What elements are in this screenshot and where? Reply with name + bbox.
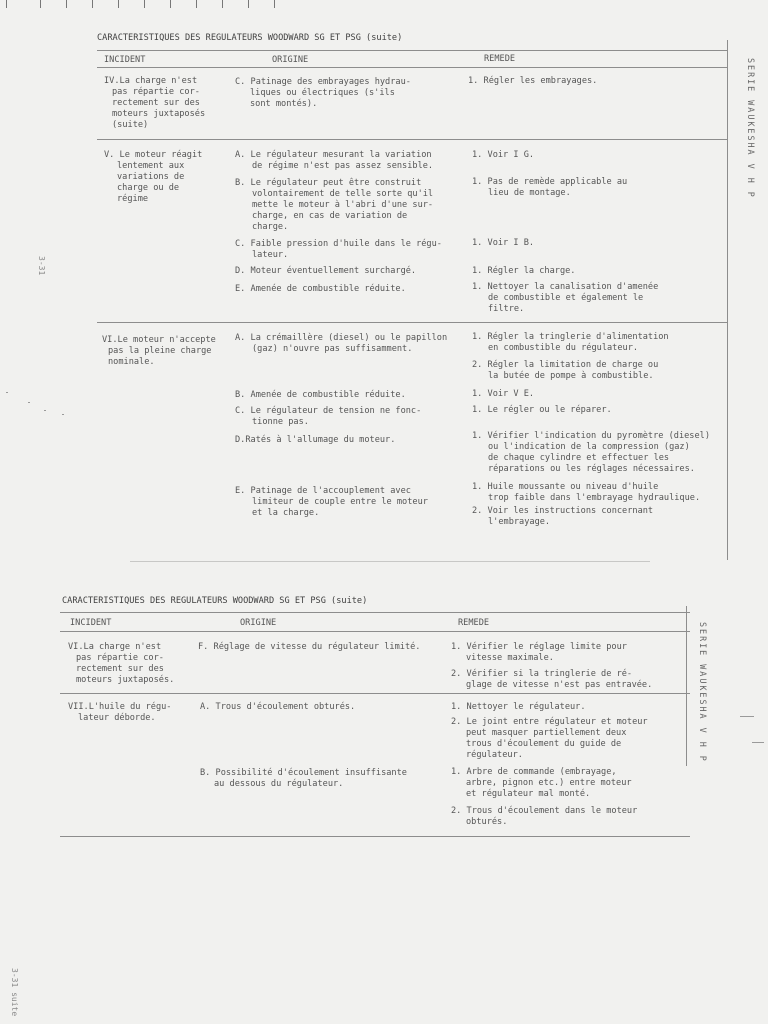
row-incident: VI.Le moteur n'accepte	[102, 335, 216, 345]
top-header-origine: ORIGINE	[272, 55, 309, 65]
bottom-right-border	[686, 606, 687, 766]
row-remede: obturés.	[466, 817, 508, 827]
row-remede: trous d'écoulement du guide de	[466, 739, 622, 749]
row-remede: 1. Nettoyer la canalisation d'amenée	[472, 282, 659, 292]
row-origine: limiteur de couple entre le moteur	[252, 497, 428, 507]
row-origine: E. Amenée de combustible réduite.	[235, 284, 406, 294]
row-remede: 1. Régler les embrayages.	[468, 76, 598, 86]
row-incident: charge ou de	[117, 183, 180, 193]
top-title: CARACTERISTIQUES DES REGULATEURS WOODWARD SG ET PSG (suite)	[97, 33, 403, 43]
top-header-rule-1	[97, 50, 727, 51]
bottom-header-rule-2	[60, 631, 690, 632]
scan-speck	[62, 414, 64, 415]
bottom-header-incident: INCIDENT	[70, 618, 112, 628]
row-remede: filtre.	[488, 304, 525, 314]
row-origine: D.Ratés à l'allumage du moteur.	[235, 435, 396, 445]
row-incident: moteurs juxtaposés	[112, 109, 206, 119]
scan-tick	[6, 0, 7, 8]
row-origine: F. Réglage de vitesse du régulateur limité.	[198, 642, 421, 652]
top-page-number: 3-31	[37, 256, 46, 276]
row-origine: charge.	[252, 222, 289, 232]
row-origine: C. Patinage des embrayages hydrau-	[235, 77, 411, 87]
row-remede: 1. Voir I B.	[472, 238, 535, 248]
row-origine: de régime n'est pas assez sensible.	[252, 161, 434, 171]
scan-tick	[248, 0, 249, 8]
row-remede: peut masquer partiellement deux	[466, 728, 627, 738]
bottom-page-number: 3-31 suite	[10, 968, 19, 1017]
top-header-remede: REMEDE	[484, 54, 516, 64]
row-remede: 2. Trous d'écoulement dans le moteur	[451, 806, 638, 816]
bottom-header-origine: ORIGINE	[240, 618, 277, 628]
row-remede: 1. Nettoyer le régulateur.	[451, 702, 586, 712]
top-right-border	[727, 40, 728, 560]
top-header-rule-2	[97, 67, 727, 68]
row-remede: en combustible du régulateur.	[488, 343, 639, 353]
row-incident: lateur déborde.	[78, 713, 156, 723]
scan-tick	[196, 0, 197, 8]
row-origine: A. La crémaillère (diesel) ou le papillon	[235, 333, 448, 343]
row-remede: la butée de pompe à combustible.	[488, 371, 654, 381]
row-origine: et la charge.	[252, 508, 320, 518]
row-remede: 1. Voir V E.	[472, 389, 535, 399]
row-remede: 1. Arbre de commande (embrayage,	[451, 767, 617, 777]
row-incident: V. Le moteur réagit	[104, 150, 203, 160]
row-remede: réparations ou les réglages nécessaires.	[488, 464, 695, 474]
row-origine: C. Le régulateur de tension ne fonc-	[235, 406, 422, 416]
row-remede: et régulateur mal monté.	[466, 789, 591, 799]
row-remede: arbre, pignon etc.) entre moteur	[466, 778, 632, 788]
row-remede: ou l'indication de la compression (gaz)	[488, 442, 690, 452]
scan-tick	[222, 0, 223, 8]
scan-tick	[118, 0, 119, 8]
row-remede: 1. Le régler ou le réparer.	[472, 405, 612, 415]
scan-speck	[6, 392, 8, 393]
row-origine: mette le moteur à l'abri d'une sur-	[252, 200, 434, 210]
row-remede: 1. Vérifier l'indication du pyromètre (diesel)	[472, 431, 710, 441]
row-incident: rectement sur des	[112, 98, 200, 108]
row-incident: IV.La charge n'est	[104, 76, 198, 86]
row-incident: VII.L'huile du régu-	[68, 702, 172, 712]
row-incident: pas répartie cor-	[76, 653, 164, 663]
scan-tick	[144, 0, 145, 8]
page-fold-rule	[130, 561, 650, 562]
row-remede: 1. Pas de remède applicable au	[472, 177, 628, 187]
row-origine: sont montés).	[250, 99, 318, 109]
bottom-header-rule-1	[60, 612, 690, 613]
row-remede: de combustible et également le	[488, 293, 644, 303]
row-incident: variations de	[117, 172, 185, 182]
row-incident: régime	[117, 194, 149, 204]
row-origine: liques ou électriques (s'ils	[250, 88, 395, 98]
scan-tick	[66, 0, 67, 8]
row-remede: 1. Régler la tringlerie d'alimentation	[472, 332, 669, 342]
row-remede: vitesse maximale.	[466, 653, 554, 663]
scan-speck	[28, 402, 30, 403]
row-origine: B. Possibilité d'écoulement insuffisante	[200, 768, 407, 778]
bottom-header-remede: REMEDE	[458, 618, 490, 628]
row-remede: 1. Régler la charge.	[472, 266, 576, 276]
row-origine: (gaz) n'ouvre pas suffisamment.	[252, 344, 413, 354]
row-remede: 2. Le joint entre régulateur et moteur	[451, 717, 648, 727]
row-origine: C. Faible pression d'huile dans le régu-	[235, 239, 442, 249]
scan-speck	[44, 410, 46, 411]
bottom-title: CARACTERISTIQUES DES REGULATEURS WOODWARD SG ET PSG (suite)	[62, 596, 368, 606]
top-row-rule	[97, 322, 727, 323]
top-row-rule	[97, 139, 727, 140]
top-side-label: SERIE WAUKESHA V H P	[746, 58, 756, 199]
bottom-side-label: SERIE WAUKESHA V H P	[698, 622, 708, 763]
row-incident: nominale.	[108, 357, 155, 367]
row-incident: rectement sur des	[76, 664, 164, 674]
row-remede: 2. Régler la limitation de charge ou	[472, 360, 659, 370]
row-origine: tionne pas.	[252, 417, 309, 427]
bottom-end-rule	[60, 836, 690, 837]
row-origine: volontairement de telle sorte qu'il	[252, 189, 434, 199]
row-remede: 2. Voir les instructions concernant	[472, 506, 654, 516]
row-origine: charge, en cas de variation de	[252, 211, 408, 221]
row-remede: régulateur.	[466, 750, 523, 760]
row-incident: pas répartie cor-	[112, 87, 200, 97]
row-origine: B. Le régulateur peut être construit	[235, 178, 422, 188]
row-remede: 2. Vérifier si la tringlerie de ré-	[451, 669, 633, 679]
row-origine: lateur.	[252, 250, 289, 260]
row-remede: 1. Huile moussante ou niveau d'huile	[472, 482, 659, 492]
row-origine: A. Le régulateur mesurant la variation	[235, 150, 432, 160]
row-incident: lentement aux	[117, 161, 185, 171]
row-remede: 1. Vérifier le réglage limite pour	[451, 642, 627, 652]
row-remede: trop faible dans l'embrayage hydraulique.	[488, 493, 701, 503]
row-remede: l'embrayage.	[488, 517, 551, 527]
scan-speck	[752, 742, 764, 743]
scan-tick	[92, 0, 93, 8]
row-origine: E. Patinage de l'accouplement avec	[235, 486, 411, 496]
row-origine: au dessous du régulateur.	[214, 779, 344, 789]
bottom-row-rule	[60, 693, 690, 694]
row-remede: de chaque cylindre et effectuer les	[488, 453, 670, 463]
row-remede: lieu de montage.	[488, 188, 571, 198]
row-incident: pas la pleine charge	[108, 346, 212, 356]
row-remede: 1. Voir I G.	[472, 150, 535, 160]
row-origine: A. Trous d'écoulement obturés.	[200, 702, 356, 712]
row-origine: D. Moteur éventuellement surchargé.	[235, 266, 417, 276]
scan-tick	[40, 0, 41, 8]
row-incident: (suite)	[112, 120, 149, 130]
row-remede: glage de vitesse n'est pas entravée.	[466, 680, 653, 690]
row-incident: moteurs juxtaposés.	[76, 675, 175, 685]
row-origine: B. Amenée de combustible réduite.	[235, 390, 406, 400]
top-header-incident: INCIDENT	[104, 55, 146, 65]
row-incident: VI.La charge n'est	[68, 642, 162, 652]
scan-speck	[740, 716, 754, 717]
scan-tick	[170, 0, 171, 8]
scan-tick	[274, 0, 275, 8]
